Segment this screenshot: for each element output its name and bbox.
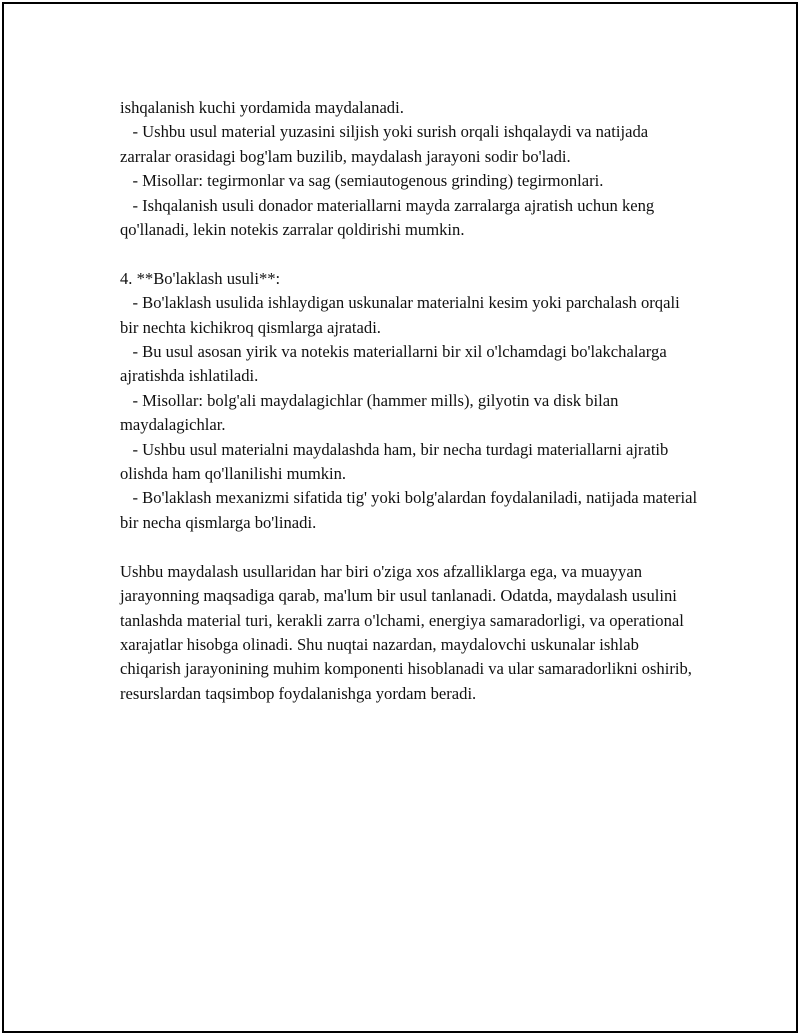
document-page — [2, 2, 798, 1033]
paragraph-line: ishqalanish kuchi yordamida maydalanadi. — [120, 98, 404, 117]
conclusion-paragraph: Ushbu maydalash usullaridan har biri o'ziga xos afzalliklarga ega, va muayyan jarayonning maqsadiga qarab, ma'lum bir usul tanlanadi. Odatda, maydalash usulini tanlashda material turi, kerakli zarra o'lchami, energiya samaradorligi, va operational xarajatlar hisobga olinadi. Shu nuqtai nazardan, maydalovchi uskunalar ishlab chiqarish jarayonining muhim komponenti hisoblanadi va ular samaradorlikni oshirib, resurslardan taqsimbop foydalanishga yordam beradi. — [120, 561, 697, 703]
bullet-item: - Misollar: bolg'ali maydalagichlar (hammer mills), gilyotin va disk bilan maydalagichlar. — [120, 390, 623, 435]
bullet-item: - Ushbu usul materialni maydalashda ham, bir necha turdagi materiallarni ajratib olishda ham qo'llanilishi mumkin. — [120, 439, 673, 484]
bullet-item: - Misollar: tegirmonlar va sag (semiautogenous grinding) tegirmonlari. — [120, 171, 604, 191]
bullet-item: - Ushbu usul material yuzasini siljish yoki surish orqali ishqalaydi va natijada zarralar orasidagi bog'lam buzilib, maydalash jarayoni sodir bo'ladi. — [120, 122, 653, 166]
bullet-item: - Bu usul asosan yirik va notekis materiallarni bir xil o'lchamdagi bo'lakchalarga ajratishda ishlatiladi. — [120, 342, 671, 386]
section-heading: 4. **Bo'laklash usuli**: — [120, 268, 281, 288]
bullet-item: - Ishqalanish usuli donador materiallarni mayda zarralarga ajratish uchun keng qo'llanadi, lekin notekis zarralar qoldirishi mumkin. — [120, 195, 659, 240]
paragraph-gap — [120, 535, 700, 559]
document-body — [120, 96, 700, 706]
bullet-item: - Bo'laklash usulida ishlaydigan uskunalar materialni kesim yoki parchalash orqali bir nechta kichikroq qismlarga ajratadi. — [120, 293, 684, 337]
paragraph-gap — [120, 242, 700, 266]
bullet-item: - Bo'laklash mexanizmi sifatida tig' yoki bolg'alardan foydalaniladi, natijada material bir necha qismlarga bo'linadi. — [120, 488, 702, 532]
